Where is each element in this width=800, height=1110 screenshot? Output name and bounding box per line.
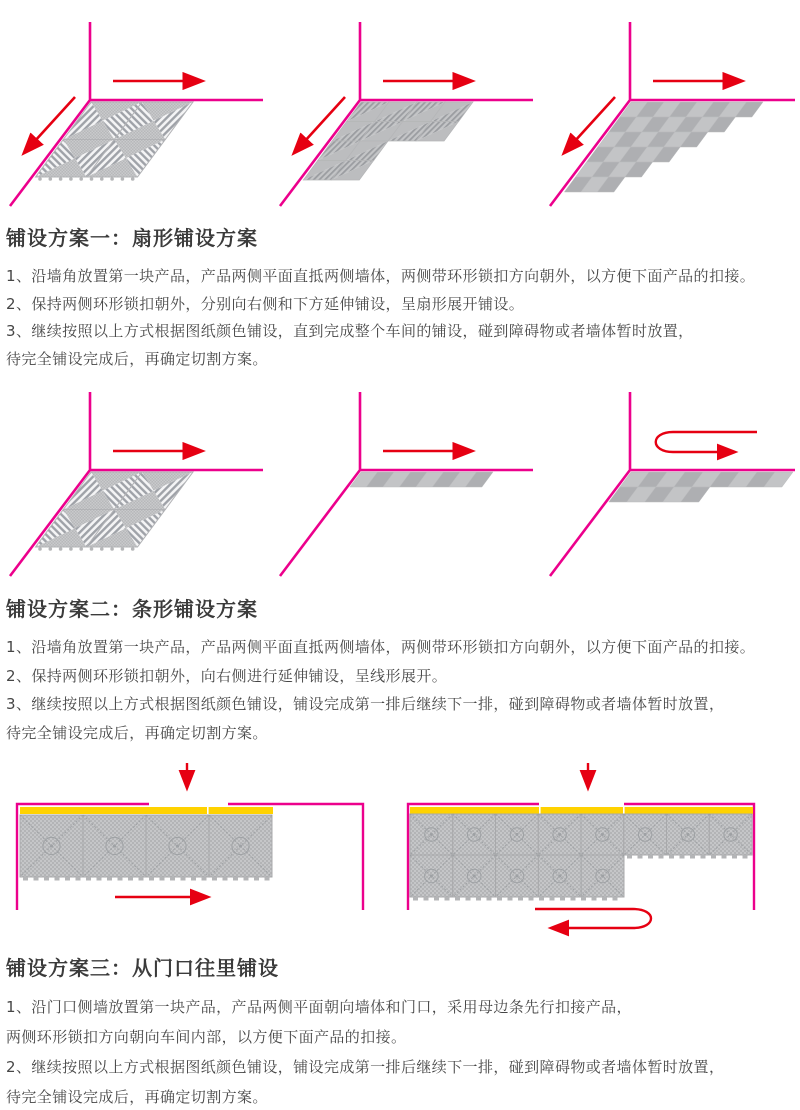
- instruction-line: 两侧环形锁扣方向朝向车间内部，以方便下面产品的扣接。: [6, 1028, 407, 1046]
- section-strip-body: [6, 633, 798, 747]
- section-fan-body: [6, 263, 798, 373]
- strip-step-1: [10, 392, 263, 576]
- diagram-row-door-plan: [0, 760, 800, 940]
- arrow-uturn-back-icon: [535, 909, 651, 928]
- tile-strip-row: [350, 472, 493, 487]
- instruction-line: 3、继续按照以上方式根据图纸颜色铺设，铺设完成第一排后继续下一排，碰到障碍物或者墙体暂时放置，: [6, 695, 725, 713]
- door-step-2: [408, 763, 754, 928]
- edge-strip: [410, 807, 753, 814]
- section-fan-title: 铺设方案一：扇形铺设方案: [6, 226, 258, 250]
- arrow-uturn-next-row-icon: [656, 432, 757, 452]
- section-strip-plan: [6, 593, 798, 747]
- strip-step-3: [550, 392, 795, 576]
- instruction-line: 待完全铺设完成后，再确定切割方案。: [6, 349, 268, 368]
- instruction-line: 1、沿墙角放置第一块产品，产品两侧平面直抵两侧墙体，两侧带环形锁扣方向朝外，以方便下面产品的扣接。: [6, 267, 756, 285]
- instruction-line: 2、继续按照以上方式根据图纸颜色铺设，铺设完成第一排后继续下一排，碰到障碍物或者墙体暂时放置，: [6, 1058, 725, 1076]
- section-door-body: [6, 992, 798, 1110]
- tile-strip-two-rows: [609, 472, 793, 502]
- door-plan-diagrams: [0, 760, 800, 940]
- fan-step-2: [280, 22, 533, 206]
- strip-plan-diagrams: [0, 370, 800, 585]
- section-fan-plan: [6, 222, 798, 373]
- fan-step-3: [550, 22, 795, 206]
- section-door-title: 铺设方案三：从门口往里铺设: [6, 956, 279, 980]
- instruction-line: 3、继续按照以上方式根据图纸颜色铺设，直到完成整个车间的铺设，碰到障碍物或者墙体暂时放置，: [6, 322, 694, 340]
- door-step-1: [17, 763, 363, 910]
- instruction-line: 2、保持两侧环形锁扣朝外，向右侧进行延伸铺设，呈线形展开。: [6, 666, 448, 685]
- instruction-line: 待完全铺设完成后，再确定切割方案。: [6, 723, 268, 742]
- fan-step-1: [10, 22, 263, 206]
- edge-strip: [20, 807, 273, 814]
- instruction-line: 1、沿门口侧墙放置第一块产品，产品两侧平面朝向墙体和门口，采用母边条先行扣接产品，: [6, 998, 632, 1016]
- section-strip-title: 铺设方案二：条形铺设方案: [6, 597, 258, 621]
- diagram-row-fan-plan: [0, 0, 800, 215]
- instruction-line: 2、保持两侧环形锁扣朝外，分别向右侧和下方延伸铺设，呈扇形展开铺设。: [6, 294, 525, 313]
- instruction-line: 1、沿墙角放置第一块产品，产品两侧平面直抵两侧墙体，两侧带环形锁扣方向朝外，以方便下面产品的扣接。: [6, 638, 756, 656]
- diagram-row-strip-plan: [0, 370, 800, 585]
- strip-step-2: [280, 392, 533, 576]
- section-door-plan: [6, 952, 798, 1110]
- instruction-line: 待完全铺设完成后，再确定切割方案。: [6, 1088, 268, 1106]
- fan-plan-diagrams: [0, 0, 800, 215]
